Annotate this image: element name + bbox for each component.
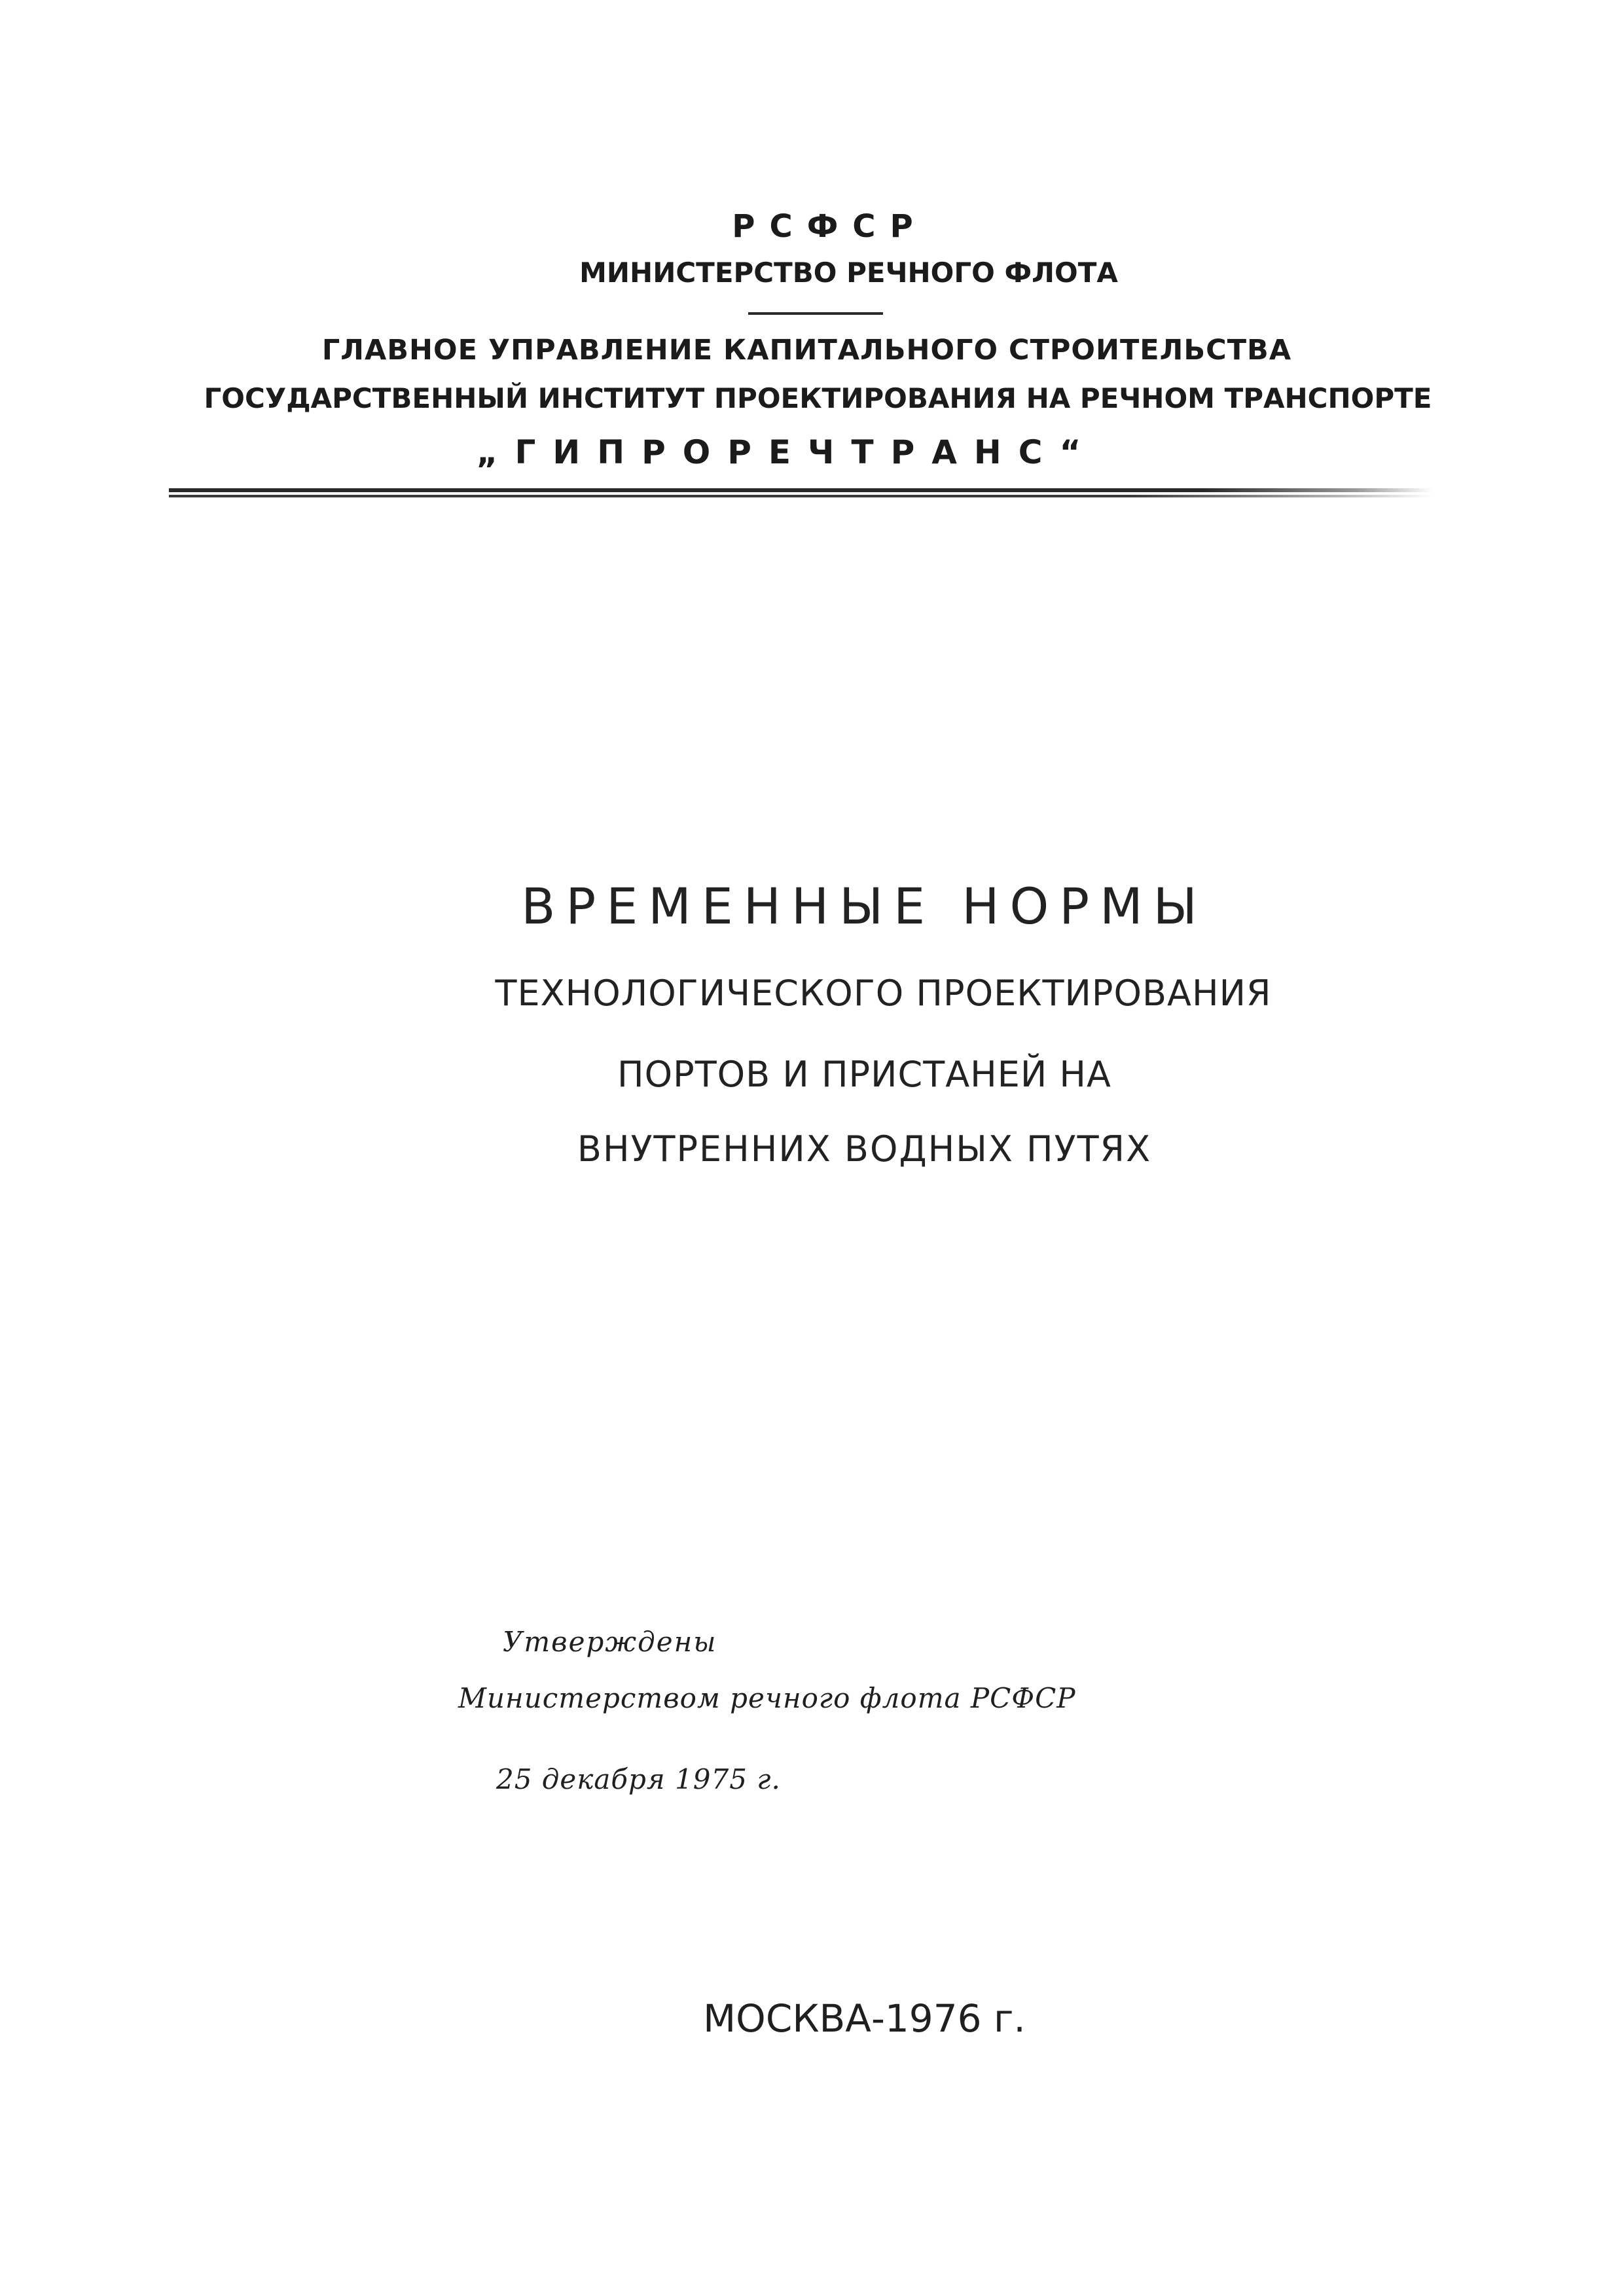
header-divider bbox=[169, 488, 1432, 499]
institute-heading: ГОСУДАРСТВЕННЫЙ ИНСТИТУТ ПРОЕКТИРОВАНИЯ НА РЕЧНОМ ТРАНСПОРТЕ bbox=[204, 382, 1432, 414]
publication-place-year: МОСКВА-1976 г. bbox=[703, 1996, 1026, 2041]
document-subtitle-line-2: ПОРТОВ И ПРИСТАНЕЙ НА bbox=[617, 1054, 1111, 1095]
document-title: ВРЕМЕННЫЕ НОРМЫ bbox=[521, 877, 1208, 935]
divider-line-lower bbox=[169, 495, 1432, 497]
approval-date: 25 декабря 1975 г. bbox=[496, 1763, 781, 1795]
short-divider bbox=[748, 312, 883, 315]
approval-label: Утверждены bbox=[503, 1626, 717, 1658]
divider-line-upper bbox=[169, 488, 1432, 492]
approval-authority: Министерством речного флота РСФСР bbox=[458, 1682, 1076, 1714]
institute-acronym: „ГИПРОРЕЧТРАНС“ bbox=[476, 433, 1098, 471]
directorate-heading: ГЛАВНОЕ УПРАВЛЕНИЕ КАПИТАЛЬНОГО СТРОИТЕЛЬСТВА bbox=[321, 334, 1292, 367]
country-heading: РСФСР bbox=[732, 208, 928, 245]
document-subtitle-line-1: ТЕХНОЛОГИЧЕСКОГО ПРОЕКТИРОВАНИЯ bbox=[495, 973, 1272, 1014]
ministry-heading: МИНИСТЕРСТВО РЕЧНОГО ФЛОТА bbox=[579, 257, 1118, 289]
document-subtitle-line-3: ВНУТРЕННИХ ВОДНЫХ ПУТЯХ bbox=[577, 1128, 1152, 1170]
